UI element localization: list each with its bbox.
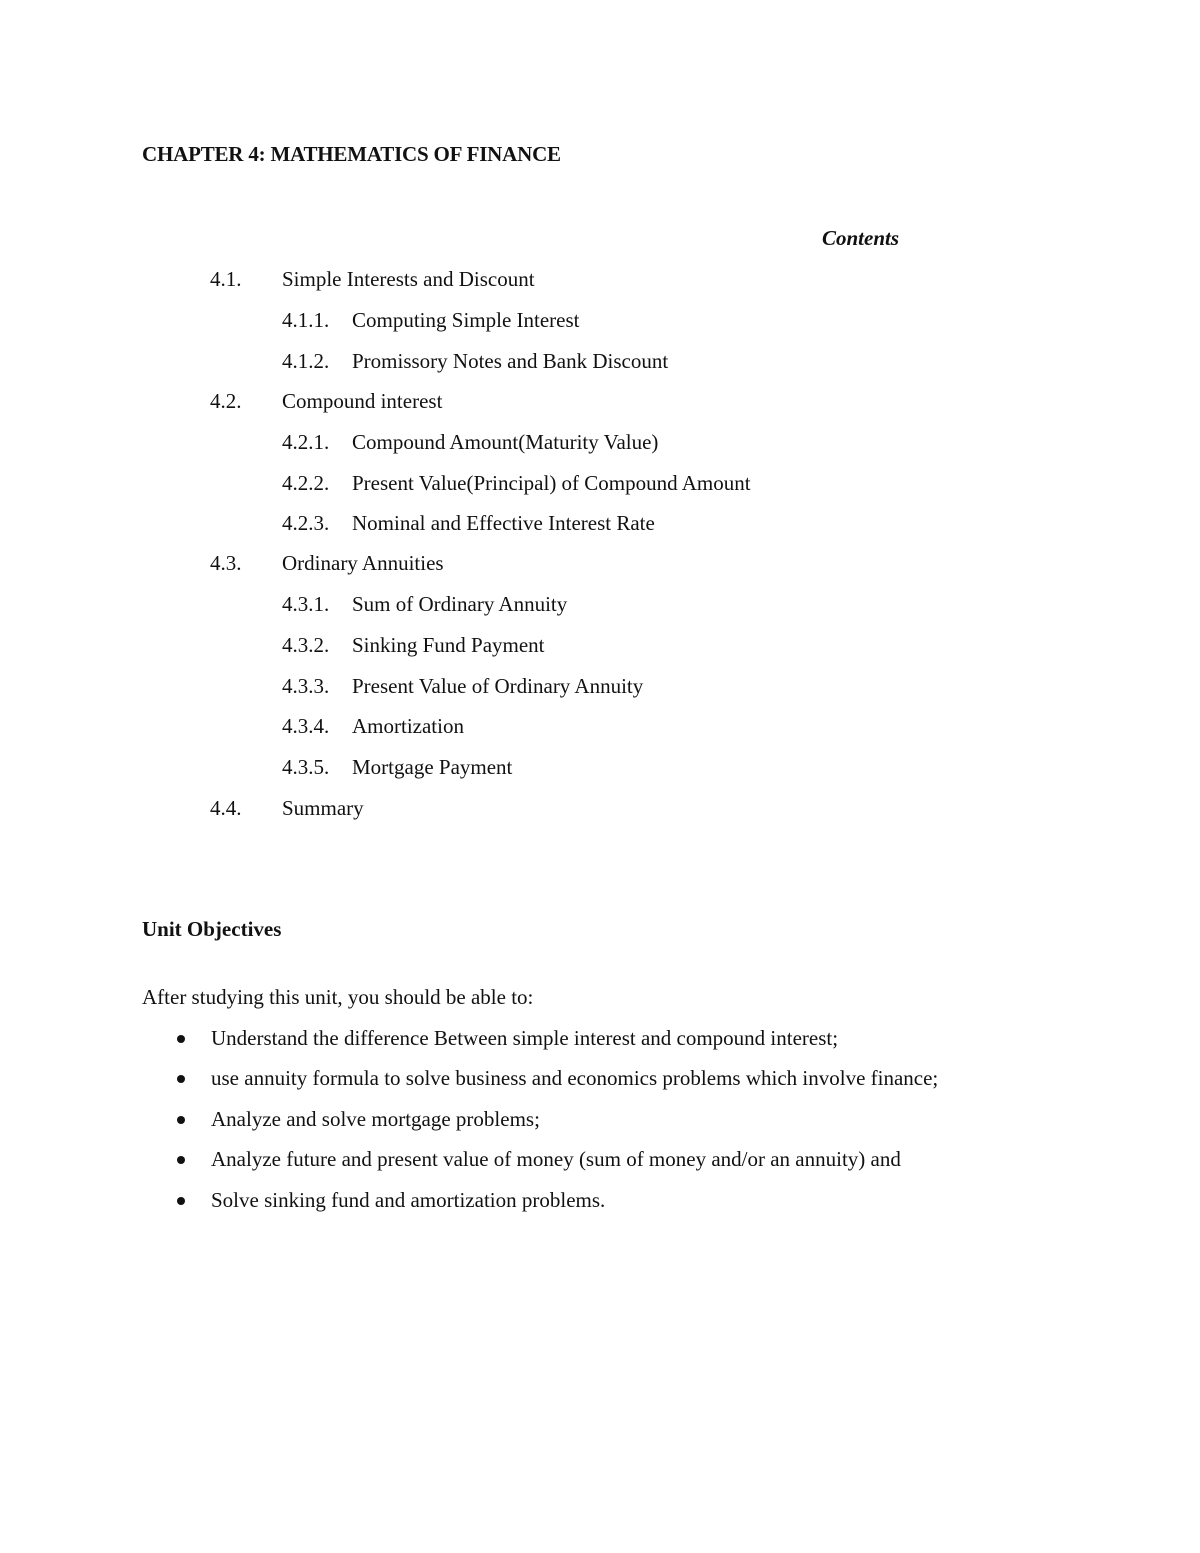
objective-text: Solve sinking fund and amortization problems. — [211, 1188, 606, 1212]
toc-item-number: 4.1.2. — [282, 349, 330, 373]
toc-item-text: Sum of Ordinary Annuity — [352, 592, 568, 616]
toc-item-text: Computing Simple Interest — [352, 308, 580, 332]
toc-item-text: Ordinary Annuities — [282, 551, 444, 575]
toc-item-number: 4.2.3. — [282, 511, 330, 535]
toc-item-number: 4.2.1. — [282, 430, 330, 454]
chapter-title: CHAPTER 4: MATHEMATICS OF FINANCE — [142, 142, 561, 166]
toc-item-text: Compound Amount(Maturity Value) — [352, 430, 659, 454]
toc-item-number: 4.2. — [210, 389, 242, 413]
toc-item-number: 4.1. — [210, 267, 242, 291]
objective-text: Analyze and solve mortgage problems; — [211, 1107, 540, 1131]
toc-item-number: 4.1.1. — [282, 308, 330, 332]
objective-text: Analyze future and present value of money (sum of money and/or an annuity) and — [211, 1147, 901, 1171]
toc-item-number: 4.3.2. — [282, 633, 330, 657]
toc-item-text: Summary — [282, 796, 364, 820]
toc-item-number: 4.3.3. — [282, 674, 330, 698]
contents-label: Contents — [822, 226, 900, 250]
toc-item-text: Present Value(Principal) of Compound Amount — [352, 471, 751, 495]
bullet-icon — [177, 1116, 185, 1124]
toc-item-number: 4.3.5. — [282, 755, 330, 779]
toc-item-number: 4.3.1. — [282, 592, 330, 616]
objective-text: Understand the difference Between simple interest and compound interest; — [211, 1026, 839, 1050]
objectives-heading: Unit Objectives — [142, 917, 282, 941]
toc-item-text: Compound interest — [282, 389, 443, 413]
bullet-icon — [177, 1156, 185, 1164]
bullet-icon — [177, 1197, 185, 1205]
toc-item-number: 4.3.4. — [282, 714, 330, 738]
toc-item-number: 4.2.2. — [282, 471, 330, 495]
objective-text: use annuity formula to solve business and economics problems which involve finance; — [211, 1066, 939, 1090]
bullet-icon — [177, 1075, 185, 1083]
toc-item-text: Simple Interests and Discount — [282, 267, 535, 291]
toc-item-text: Amortization — [352, 714, 464, 738]
toc-item-text: Present Value of Ordinary Annuity — [352, 674, 644, 698]
toc-item-text: Mortgage Payment — [352, 755, 513, 779]
toc-item-text: Sinking Fund Payment — [352, 633, 545, 657]
toc-item-text: Promissory Notes and Bank Discount — [352, 349, 669, 373]
toc-item-text: Nominal and Effective Interest Rate — [352, 511, 655, 535]
toc-item-number: 4.4. — [210, 796, 242, 820]
bullet-icon — [177, 1035, 185, 1043]
objectives-intro: After studying this unit, you should be able to: — [142, 985, 534, 1009]
toc-item-number: 4.3. — [210, 551, 242, 575]
